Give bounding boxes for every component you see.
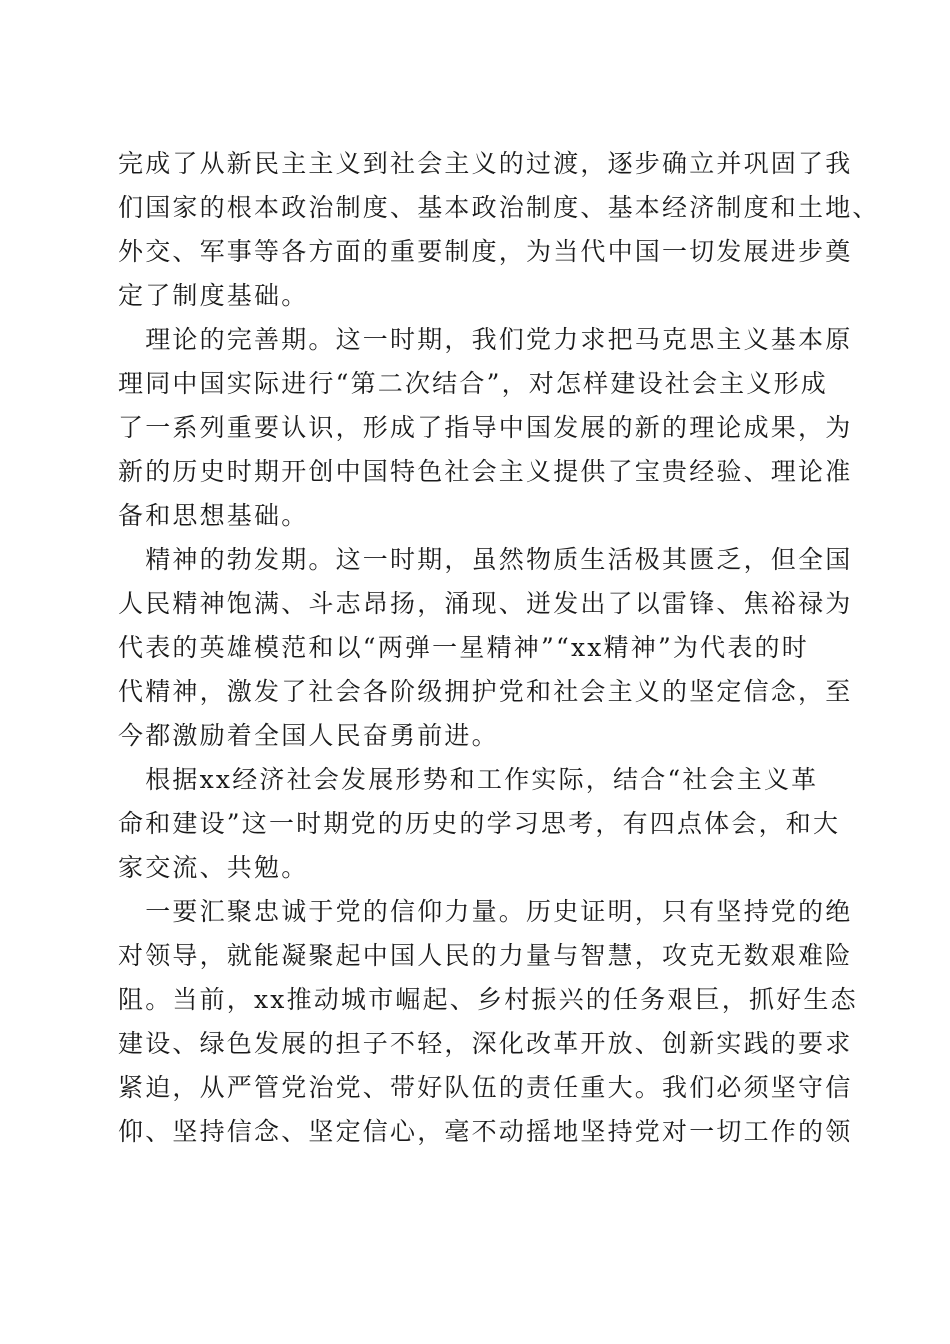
text-line: 人民精神饱满、斗志昂扬，涌现、迸发出了以雷锋、焦裕禄为 (118, 589, 853, 618)
text-line: 外交、军事等各方面的重要制度，为当代中国一切发展进步奠 (118, 237, 853, 266)
document-body (118, 142, 880, 1154)
text-line: 命和建设”这一时期党的历史的学习思考，有四点体会，和大 (118, 809, 841, 838)
text-line: 根据xx经济社会发展形势和工作实际，结合“社会主义革 (118, 765, 819, 794)
text-line: 们国家的根本政治制度、基本政治制度、基本经济制度和土地、 (118, 193, 880, 222)
text-line: 了一系列重要认识，形成了指导中国发展的新的理论成果，为 (118, 413, 853, 442)
text-line: 定了制度基础。 (118, 281, 309, 310)
text-line: 仰、坚持信念、坚定信心，毫不动摇地坚持党对一切工作的领 (118, 1117, 853, 1146)
text-line: 阻。当前，xx推动城市崛起、乡村振兴的任务艰巨，抓好生态 (118, 985, 858, 1014)
text-line: 理论的完善期。这一时期，我们党力求把马克思主义基本原 (118, 325, 853, 354)
text-line: 代表的英雄模范和以“两弹一星精神”“xx精神”为代表的时 (118, 633, 809, 662)
text-line: 精神的勃发期。这一时期，虽然物质生活极其匮乏，但全国 (118, 545, 853, 574)
text-line: 备和思想基础。 (118, 501, 309, 530)
text-line: 紧迫，从严管党治党、带好队伍的责任重大。我们必须坚守信 (118, 1073, 853, 1102)
text-line: 今都激励着全国人民奋勇前进。 (118, 721, 499, 750)
text-line: 一要汇聚忠诚于党的信仰力量。历史证明，只有坚持党的绝 (118, 897, 853, 926)
text-line: 对领导，就能凝聚起中国人民的力量与智慧，攻克无数艰难险 (118, 941, 853, 970)
text-line: 完成了从新民主主义到社会主义的过渡，逐步确立并巩固了我 (118, 149, 853, 178)
text-line: 建设、绿色发展的担子不轻，深化改革开放、创新实践的要求 (118, 1029, 853, 1058)
text-line: 代精神，激发了社会各阶级拥护党和社会主义的坚定信念，至 (118, 677, 853, 706)
text-line: 家交流、共勉。 (118, 853, 309, 882)
text-line: 新的历史时期开创中国特色社会主义提供了宝贵经验、理论准 (118, 457, 853, 486)
text-line: 理同中国实际进行“第二次结合”，对怎样建设社会主义形成 (118, 369, 828, 398)
